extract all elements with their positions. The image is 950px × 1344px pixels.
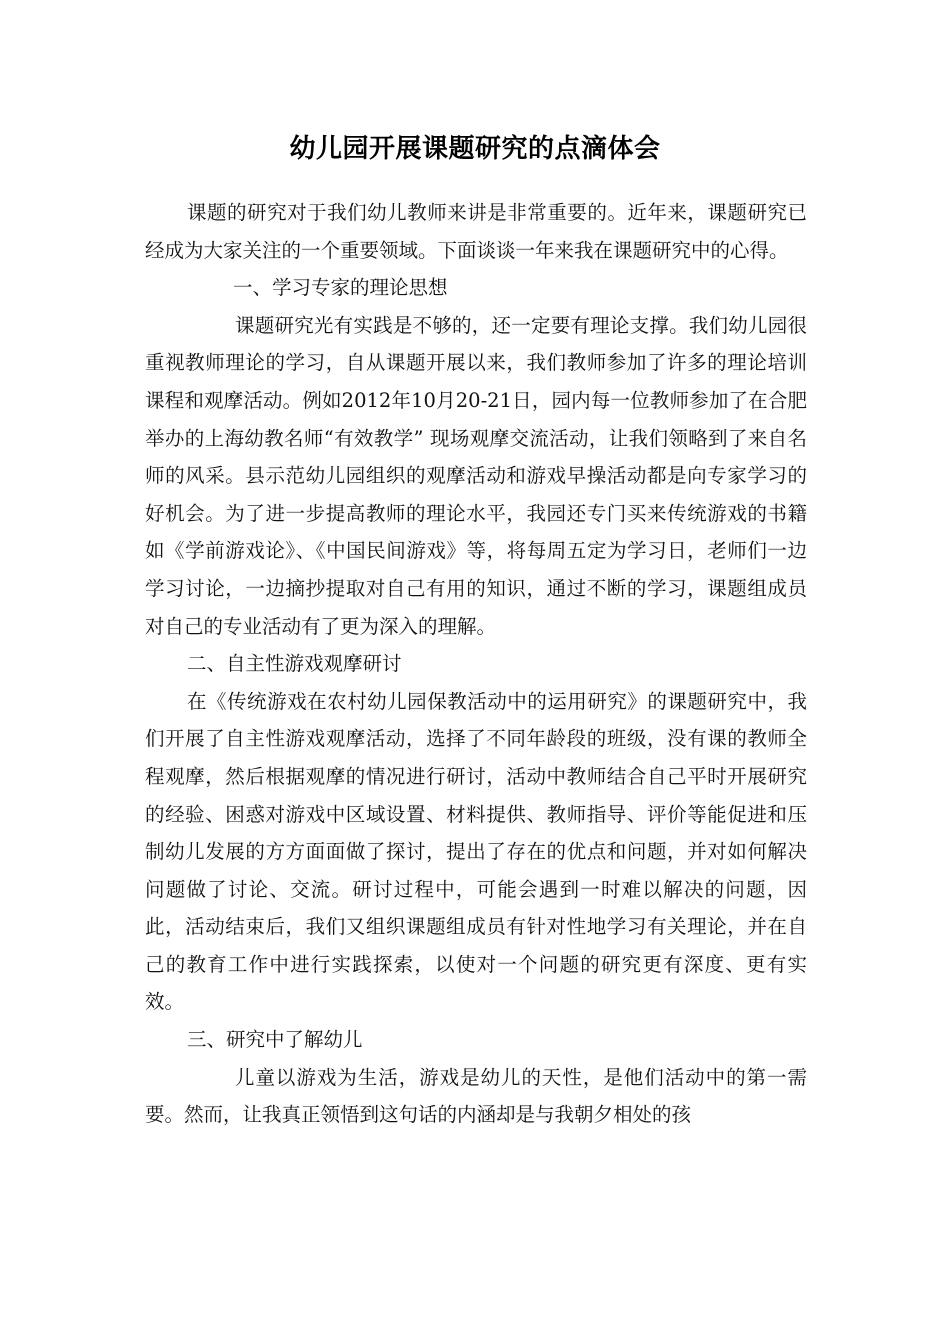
- section-1-paragraph: 课题研究光有实践是不够的，还一定要有理论支撑。我们幼儿园很重视教师理论的学习，自从课题开展以来，我们教师参加了许多的理论培训课程和观摩活动。例如2012年10月20-21日，园内每一位教师参加了在合肥举办的上海幼教名师“有效教学” 现场观摩交流活动，让我们领略到了来自名师的风采。县示范幼儿园组织的观摩活动和游戏早操活动都是向专家学习的好机会。为了进一步提高教师的理论水平，我园还专门买来传统游戏的书籍如《学前游戏论》、《中国民间游戏》等，将每周五定为学习日，老师们一边学习讨论，一边摘抄提取对自己有用的知识，通过不断的学习，课题组成员对自己的专业活动有了更为深入的理解。: [145, 313, 807, 638]
- section-heading-3: 三、研究中了解幼儿: [187, 1028, 363, 1052]
- document-body: [145, 194, 807, 1134]
- section-heading-2: 二、自主性游戏观摩研讨: [187, 652, 402, 676]
- section-2-paragraph: 在《传统游戏在农村幼儿园保教活动中的运用研究》的课题研究中，我们开展了自主性游戏观摩活动，选择了不同年龄段的班级，没有课的教师全程观摩，然后根据观摩的情况进行研讨，活动中教师结合自己平时开展研究的经验、困惑对游戏中区域设置、材料提供、教师指导、评价等能促进和压制幼儿发展的方方面面做了探讨，提出了存在的优点和问题，并对如何解决问题做了讨论、交流。研讨过程中，可能会遇到一时难以解决的问题，因此，活动结束后，我们又组织课题组成员有针对性地学习有关理论，并在自己的教育工作中进行实践探索，以使对一个问题的研究更有深度、更有实效。: [145, 689, 807, 1014]
- section-heading-1: 一、学习专家的理论思想: [233, 276, 448, 300]
- section-3-paragraph: 儿童以游戏为生活，游戏是幼儿的天性，是他们活动中的第一需要。然而，让我真正领悟到这句话的内涵却是与我朝夕相处的孩: [145, 1065, 807, 1127]
- document-title: 幼儿园开展课题研究的点滴体会: [289, 134, 661, 164]
- intro-paragraph: 课题的研究对于我们幼儿教师来讲是非常重要的。近年来，课题研究已经成为大家关注的一个重要领域。下面谈谈一年来我在课题研究中的心得。: [145, 201, 807, 262]
